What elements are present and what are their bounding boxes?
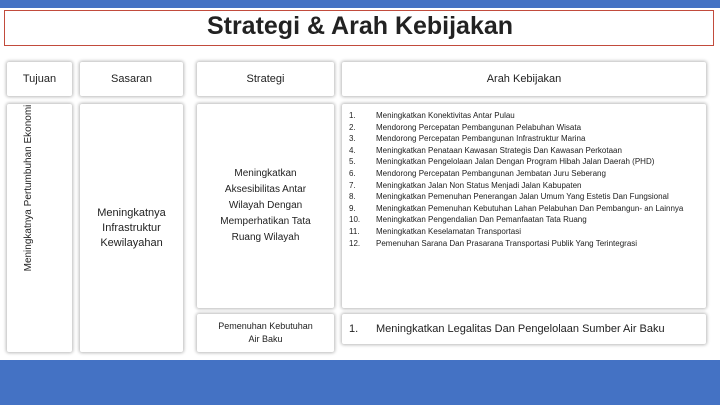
header-sasaran-label: Sasaran	[111, 73, 152, 85]
arah-kebijakan-box-2	[342, 314, 706, 344]
strategi-box-2	[197, 314, 334, 352]
arah-kebijakan-item-number: 7.	[349, 180, 356, 190]
arah-kebijakan-item-2	[342, 314, 706, 344]
strategi-box-1	[197, 104, 334, 308]
arah-kebijakan-item-text: Mendorong Percepatan Pembangunan Pelabuhan Wisata	[376, 122, 582, 132]
arah-kebijakan-item-number: 11.	[349, 226, 360, 236]
arah-kebijakan-item-number: 2.	[349, 122, 356, 132]
tujuan-text: Meningkatnya Pertumbuhan Ekonomi	[23, 104, 34, 272]
arah-kebijakan-item-2-number: 1.	[349, 323, 359, 335]
arah-kebijakan-item-text: Meningkatkan Penataan Kawasan Strategis Dan Kawasan Perkotaan	[376, 145, 622, 155]
arah-kebijakan-item	[342, 133, 706, 145]
arah-kebijakan-item-text: Mendorong Percepatan Pembangunan Jembatan Juru Seberang	[376, 168, 606, 178]
header-sasaran	[80, 62, 183, 96]
arah-kebijakan-item	[342, 191, 706, 203]
arah-kebijakan-item	[342, 180, 706, 192]
arah-kebijakan-item-2-text: Meningkatkan Legalitas Dan Pengelolaan Sumber Air Baku	[376, 323, 665, 335]
arah-kebijakan-item-number: 6.	[349, 168, 356, 178]
arah-kebijakan-item-text: Meningkatkan Pengendalian Dan Pemanfaatan Tata Ruang	[376, 215, 587, 225]
arah-kebijakan-item	[342, 168, 706, 180]
arah-kebijakan-item-number: 4.	[349, 145, 356, 155]
header-arah-kebijakan	[342, 62, 706, 96]
sasaran-text: Meningkatnya Infrastruktur Kewilayahan	[97, 206, 166, 249]
header-strategi	[197, 62, 334, 96]
arah-kebijakan-item	[342, 214, 706, 226]
arah-kebijakan-item	[342, 110, 706, 122]
arah-kebijakan-item	[342, 122, 706, 134]
arah-kebijakan-item-number: 9.	[349, 203, 356, 213]
arah-kebijakan-item-text: Meningkatkan Pemenuhan Kebutuhan Lahan Pelabuhan Dan Pembangun- an Lainnya	[376, 203, 684, 213]
arah-kebijakan-item-number: 8.	[349, 192, 356, 202]
arah-kebijakan-item-text: Meningkatkan Keselamatan Transportasi	[376, 226, 521, 236]
strategi-text-2: Pemenuhan Kebutuhan Air Baku	[218, 321, 313, 344]
arah-kebijakan-item-number: 1.	[349, 111, 356, 120]
arah-kebijakan-item	[342, 226, 706, 238]
header-strategi-label: Strategi	[246, 73, 285, 85]
sasaran-box	[80, 104, 183, 352]
strategi-text-1: Meningkatkan Aksesibilitas Antar Wilayah Dengan Memperhatikan Tata Ruang Wilayah	[220, 168, 311, 243]
arah-kebijakan-list-1	[342, 104, 706, 308]
arah-kebijakan-item-text: Pemenuhan Sarana Dan Prasarana Transportasi Publik Yang Terintegrasi	[376, 238, 638, 248]
arah-kebijakan-item	[342, 145, 706, 157]
arah-kebijakan-item-text: Meningkatkan Konektivitas Antar Pulau	[376, 111, 515, 120]
arah-kebijakan-item-number: 3.	[349, 134, 356, 144]
arah-kebijakan-item	[342, 238, 706, 250]
arah-kebijakan-item-text: Meningkatkan Jalan Non Status Menjadi Jalan Kabupaten	[376, 180, 582, 190]
arah-kebijakan-item-number: 10.	[349, 215, 361, 225]
arah-kebijakan-item	[342, 156, 706, 168]
arah-kebijakan-item-text: Mendorong Percepatan Pembangunan Infrastruktur Marina	[376, 134, 586, 144]
bottom-accent-bar	[0, 360, 720, 405]
page-title: Strategi & Arah Kebijakan	[206, 12, 514, 40]
arah-kebijakan-item-number: 12.	[349, 238, 361, 248]
header-arah-kebijakan-label: Arah Kebijakan	[486, 73, 562, 85]
header-tujuan-label: Tujuan	[22, 73, 57, 85]
arah-kebijakan-item	[342, 203, 706, 215]
top-accent-bar	[0, 0, 720, 8]
arah-kebijakan-item-number: 5.	[349, 157, 356, 167]
arah-kebijakan-item-text: Meningkatkan Pengelolaan Jalan Dengan Program Hibah Jalan Daerah (PHD)	[376, 157, 655, 167]
arah-kebijakan-item-text: Meningkatkan Pemenuhan Penerangan Jalan Umum Yang Estetis Dan Fungsional	[376, 192, 669, 202]
